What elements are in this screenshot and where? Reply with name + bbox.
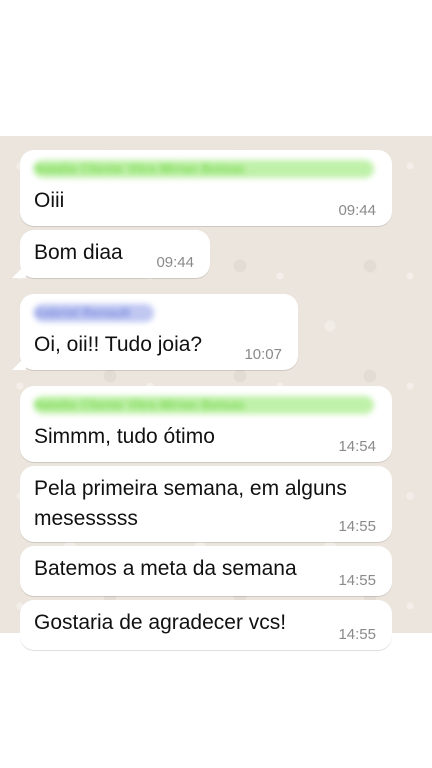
message-timestamp: 09:44 [338, 202, 376, 219]
message-text-line-2: mesesssss [34, 507, 138, 530]
message-bubble[interactable] [20, 230, 210, 278]
sender-name[interactable]: Gabriel Renault [34, 304, 154, 322]
sender-name[interactable]: Natalia Cliente Vitra Mirian Botsas [34, 396, 374, 414]
message-timestamp: 14:55 [338, 572, 376, 589]
message-text: Simmm, tudo ótimo [34, 425, 215, 448]
message-text: Oiii [34, 189, 65, 212]
message-bubble[interactable] [20, 546, 392, 596]
message-timestamp: 09:44 [156, 254, 194, 271]
message-timestamp: 14:55 [338, 626, 376, 643]
message-text: Oi, oii!! Tudo joia? [34, 333, 203, 356]
message-bubble[interactable] [20, 600, 392, 650]
message-bubble[interactable] [20, 386, 392, 462]
sender-name[interactable]: Natalia Cliente Vitra Mirian Botsas [34, 160, 374, 178]
message-text-line-1: Pela primeira semana, em alguns [34, 477, 347, 500]
message-text: Gostaria de agradecer vcs! [34, 611, 287, 634]
message-timestamp: 14:55 [338, 518, 376, 535]
message-bubble[interactable] [20, 294, 298, 370]
message-timestamp: 14:54 [338, 438, 376, 455]
message-bubble[interactable] [20, 150, 392, 226]
chat-panel [0, 136, 432, 643]
message-timestamp: 10:07 [244, 346, 282, 363]
message-text: Bom diaa [34, 241, 123, 264]
message-text: Batemos a meta da semana [34, 557, 297, 580]
message-bubble[interactable] [20, 466, 392, 542]
